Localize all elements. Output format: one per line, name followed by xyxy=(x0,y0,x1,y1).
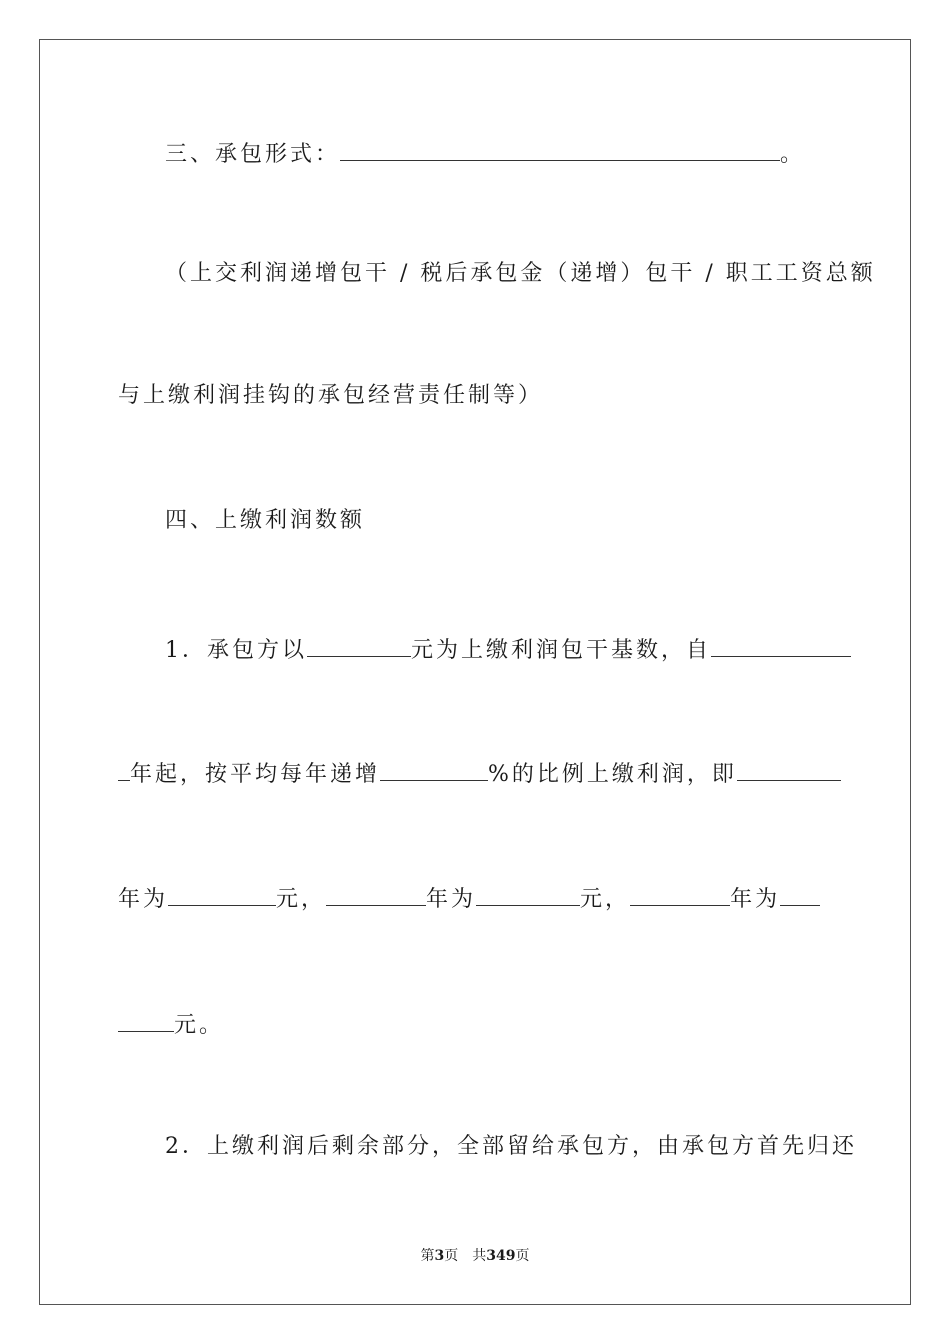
blank-year-2 xyxy=(326,883,426,906)
blank-base-amount xyxy=(307,634,411,657)
blank-year-1 xyxy=(737,758,841,781)
blank-start-year-tail xyxy=(118,758,130,781)
footer-prefix: 第 xyxy=(420,1248,435,1264)
note-line-1: （上交利润递增包干 / 税后承包金（递增）包干 / 职工工资总额 xyxy=(165,261,876,286)
item1-line-1 xyxy=(165,634,834,666)
page-border xyxy=(39,39,911,1305)
blank-increase-rate xyxy=(380,758,488,781)
blank-amount-3-tail xyxy=(118,1009,174,1032)
item1-text-c3: 年为 xyxy=(426,887,477,912)
item2-line-1: 2．上缴利润后剩余部分，全部留给承包方，由承包方首先归还 xyxy=(165,1134,857,1159)
item1-text-b2: %的比例上缴利润，即 xyxy=(488,762,737,787)
blank-year-3 xyxy=(630,883,730,906)
item1-line-4 xyxy=(118,1009,834,1041)
blank-amount-2 xyxy=(476,883,580,906)
blank-contract-form xyxy=(340,138,780,161)
item1-line-2 xyxy=(118,758,834,790)
item1-text-c5: 年为 xyxy=(730,887,781,912)
item1-text-b1: 年起，按平均每年递增 xyxy=(130,762,381,787)
blank-amount-3 xyxy=(780,883,820,906)
page-footer xyxy=(0,1247,950,1265)
item1-text-a2: 元为上缴利润包干基数，自 xyxy=(411,638,712,663)
blank-start-year xyxy=(711,634,851,657)
item1-line-3 xyxy=(118,883,834,915)
footer-suffix: 页 xyxy=(515,1248,530,1264)
item1-text-a1: 1．承包方以 xyxy=(165,638,307,663)
note-line-2: 与上缴利润挂钩的承包经营责任制等） xyxy=(118,383,544,408)
total-pages: 349 xyxy=(486,1248,516,1264)
item1-text-c1: 年为 xyxy=(118,887,169,912)
item1-text-c4: 元， xyxy=(580,887,631,912)
section3-end: 。 xyxy=(780,142,806,167)
section4-heading: 四、上缴利润数额 xyxy=(165,508,366,533)
section3-label: 三、承包形式： xyxy=(165,142,341,167)
section3-line xyxy=(165,138,834,170)
current-page-number: 3 xyxy=(434,1248,445,1264)
item1-text-c2: 元， xyxy=(276,887,327,912)
item1-text-d1: 元。 xyxy=(174,1013,225,1038)
footer-mid: 页 共 xyxy=(444,1248,487,1264)
blank-amount-1 xyxy=(168,883,276,906)
